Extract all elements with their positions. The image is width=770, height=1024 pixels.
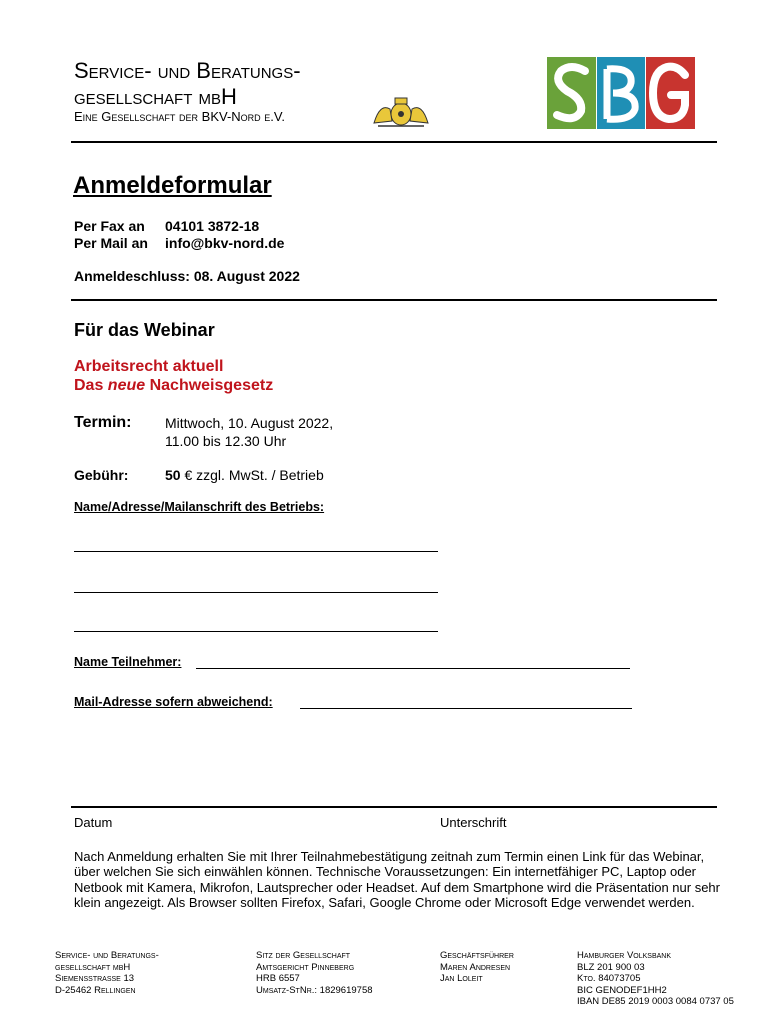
- registration-deadline: Anmeldeschluss: 08. August 2022: [74, 268, 300, 284]
- footer-line: Siemensstraße 13: [55, 973, 135, 984]
- footer-line: Amtsgericht Pinneberg: [256, 961, 355, 973]
- termin-time: 11.00 bis 12.30 Uhr: [165, 433, 287, 449]
- sbg-logo-graphic: [547, 57, 695, 129]
- email-label: Mail-Adresse sofern abweichend:: [74, 695, 273, 709]
- header-rule: [71, 141, 717, 143]
- footer-line: IBAN DE85 2019 0003 0084 0737 05: [577, 996, 734, 1007]
- fee-label: Gebühr:: [74, 467, 129, 483]
- termin-date: Mittwoch, 10. August 2022,: [165, 415, 334, 431]
- sbg-logo: [547, 57, 695, 129]
- footer-line: BLZ 201 900 03: [577, 961, 645, 973]
- footer-col-address: [55, 950, 159, 996]
- email-input-line[interactable]: [300, 708, 632, 709]
- webinar-title-line2: [74, 377, 273, 395]
- termin-label: Termin:: [74, 414, 132, 431]
- webinar-title-line1: Arbeitsrecht aktuell: [74, 358, 224, 375]
- company-field-line-2[interactable]: [74, 592, 438, 593]
- fax-label: Per Fax an: [74, 218, 145, 234]
- footer-line: gesellschaft mbH: [55, 961, 131, 973]
- footer-line: HRB 6557: [256, 973, 300, 984]
- section-rule: [71, 299, 717, 301]
- footer-line: Kto. 84073705: [577, 973, 641, 984]
- footer-line: Maren Andresen: [440, 961, 511, 973]
- participant-label: Name Teilnehmer:: [74, 655, 182, 669]
- notice-paragraph: Nach Anmeldung erhalten Sie mit Ihrer Teilnahmebestätigung zeitnah zum Termin einen Link für das Webinar, über welchen Sie sich einwählen können. Technische Voraussetzungen: Ein internetfähiger PC, Laptop oder Netbook mit Kamera, Mikrofon, Lautsprecher oder Headset. Auf dem Smartphone wird die Präsentation nur sehr klein angezeigt. Als Browser sollten Firefox, Safari, Google Chrome oder Microsoft Edge verwendet werden.: [74, 849, 720, 911]
- company-field-line-3[interactable]: [74, 631, 438, 632]
- footer-line: Service- und Beratungs-: [55, 950, 159, 961]
- webinar-heading: Für das Webinar: [74, 320, 215, 340]
- crest-icon: [370, 95, 432, 129]
- fee-value: [165, 467, 324, 483]
- signature-label: Unterschrift: [440, 815, 507, 830]
- company-name-line1: Service- und Beratungs-: [74, 58, 301, 83]
- date-label: Datum: [74, 815, 113, 830]
- footer-line: Geschäftsführer: [440, 950, 514, 961]
- footer-line: Hamburger Volksbank: [577, 950, 672, 961]
- footer-line: D-25462 Rellingen: [55, 984, 136, 996]
- participant-input-line[interactable]: [196, 668, 630, 669]
- fee-text: € zzgl. MwSt. / Betrieb: [180, 467, 324, 483]
- footer-line: Umsatz-StNr.: 1829619758: [256, 984, 373, 996]
- footer-line: Jan Loleit: [440, 973, 483, 984]
- fee-amount: 50: [165, 467, 181, 483]
- fax-value: 04101 3872-18: [165, 218, 260, 234]
- company-field-line-1[interactable]: [74, 551, 438, 552]
- footer-line: BIC GENODEF1HH2: [577, 984, 667, 996]
- webinar-title-post: Nachweisgesetz: [145, 377, 274, 394]
- signature-rule[interactable]: [71, 806, 717, 808]
- footer-col-management: [440, 950, 514, 985]
- webinar-title-pre: Das: [74, 377, 108, 394]
- webinar-title-em: neue: [107, 377, 146, 394]
- company-name-line2: gesellschaft mbH: [74, 84, 237, 109]
- mail-value: info@bkv-nord.de: [165, 235, 285, 251]
- footer-col-registry: [256, 950, 373, 996]
- footer-line: Sitz der Gesellschaft: [256, 950, 351, 961]
- company-field-label: Name/Adresse/Mailanschrift des Betriebs:: [74, 500, 325, 514]
- footer-col-bank: [577, 950, 734, 1008]
- form-title: Anmeldeformular: [73, 172, 272, 199]
- mail-label: Per Mail an: [74, 235, 148, 251]
- company-tagline: Eine Gesellschaft der BKV-Nord e.V.: [74, 109, 285, 124]
